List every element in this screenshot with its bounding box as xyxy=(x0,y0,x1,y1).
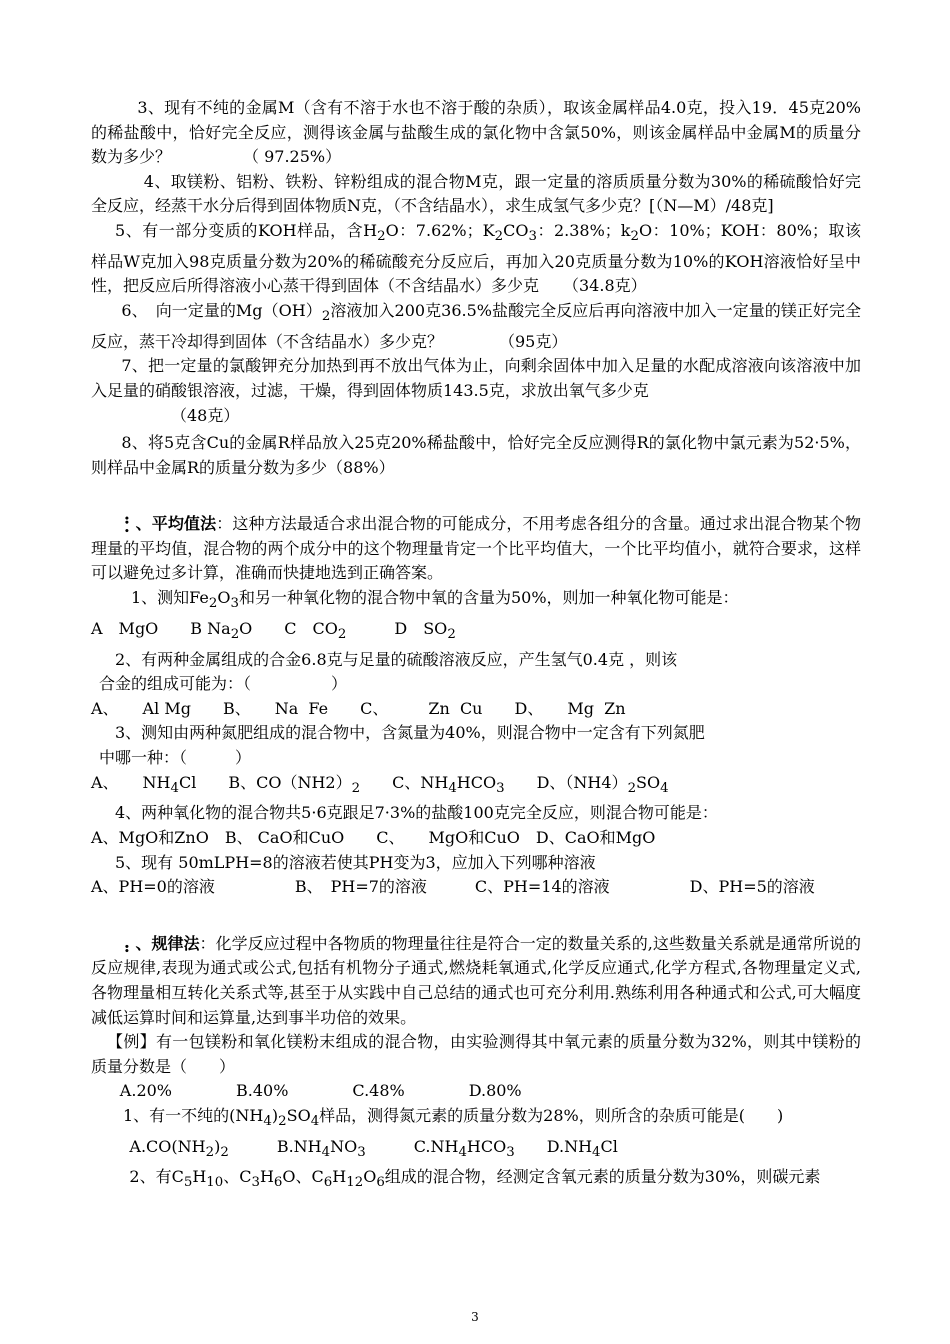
subscript-text: 2 xyxy=(321,309,331,325)
rule-example xyxy=(91,1030,861,1079)
problem-5 xyxy=(91,219,861,299)
text-run: Cl B、CO（NH2） xyxy=(179,772,352,792)
text-run: HCO xyxy=(466,1136,507,1156)
text-run: 8、将5克含Cu的金属R样品放入25克20%稀盐酸中，恰好完全反应测得R的氯化物中氯元素为52·5%，则样品中金属R的质量分数为多少（88%） xyxy=(91,433,861,477)
problem-7 xyxy=(91,354,861,403)
text-run: A.CO(NH xyxy=(129,1136,206,1156)
rule-question-2 xyxy=(91,1165,861,1196)
subscript-text: 4 xyxy=(310,1114,320,1130)
subscript-text: 3 xyxy=(496,780,505,796)
subscript-text: 2 xyxy=(278,1114,287,1130)
subscript-text: 12 xyxy=(346,1175,364,1191)
text-run: 5、现有 50mLPH=8的溶液若使其PH变为3，应加入下列哪种溶液 xyxy=(115,852,596,872)
text-run: B.NH xyxy=(228,1136,322,1156)
text-run: C.NH xyxy=(365,1136,459,1156)
text-run: O C CO xyxy=(239,618,338,638)
subscript-text: 4 xyxy=(170,780,179,796)
problem-7-answer xyxy=(91,404,861,429)
text-run: 7、把一定量的氯酸钾充分加热到再不放出气体为止，向剩余固体中加入足量的水配成溶液向该溶液中加入足量的硝酸银溶液，过滤，干燥，得到固体物质143.5克，求放出氧气多少克 xyxy=(91,356,861,400)
text-run: HCO xyxy=(456,772,497,792)
text-run: C、NH xyxy=(360,772,449,792)
text-run: A MgO B Na xyxy=(91,618,231,638)
avg-question-5 xyxy=(91,851,861,876)
subscript-text: 6 xyxy=(376,1175,385,1191)
text-run: 4、取镁粉、铝粉、铁粉、锌粉组成的混合物M克，跟一定量的溶质质量分数为30%的稀硫酸恰好完全反应，经蒸干水分后得到固体物质N克，（不含结晶水），求生成氢气多少克？[（N—M）/48克] xyxy=(91,171,861,216)
text-run: D.NH xyxy=(514,1136,593,1156)
avg-question-3 xyxy=(91,721,861,746)
text-run: 2、有两种金属组成的合金6.8克与足量的硫酸溶液反应，产生氢气0.4克 ，则该 xyxy=(115,649,678,669)
avg-question-1-options xyxy=(91,617,861,648)
avg-question-3-options xyxy=(91,771,861,802)
text-run: CO xyxy=(503,220,529,240)
text-run: A、MgO和ZnO B、 CaO和CuO C、 MgO和CuO D、CaO和MgO xyxy=(91,827,656,847)
text-run: ：化学反应过程中各物质的物理量往往是符合一定的数量关系的,这些数量关系就是通常所说的反应规律,表现为通式或公式,包括有机物分子通式,燃烧耗氧通式,化学反应通式,化学方程式,各物理量定义式,各物理量相互转化关系式等,甚至于从实践中自己总结的通式也可充分利用.熟练利用各种通式和公式,可大幅度减低运算时间和运算量,达到事半功倍的效果。 xyxy=(91,933,861,1027)
avg-question-1 xyxy=(91,586,861,617)
text-run: （48克） xyxy=(171,405,240,425)
text-run: O：7.62%；K xyxy=(385,220,495,240)
text-run: 【例】有一包镁粉和氧化镁粉末组成的混合物，由实验测得其中氧元素的质量分数为32%，则其中镁粉的质量分数是（ ） xyxy=(91,1032,861,1076)
subscript-text: 2 xyxy=(337,627,347,643)
text-run: 3、测知由两种氮肥组成的混合物中，含氮量为40%，则混合物中一定含有下列氮肥 xyxy=(115,723,705,743)
subscript-text: 6 xyxy=(323,1175,333,1191)
subscript-text: 3 xyxy=(357,1144,366,1160)
text-run: 中哪一种：（ ） xyxy=(99,748,252,767)
rule-question-1 xyxy=(91,1104,861,1135)
text-run: D、（NH4） xyxy=(504,772,628,792)
text-run: H xyxy=(259,1167,274,1187)
section-title: ⡄、规律法 xyxy=(123,933,200,953)
subscript-text: 2 xyxy=(630,229,639,245)
text-run: D SO xyxy=(346,618,448,638)
subscript-text: 2 xyxy=(447,627,456,643)
text-run: 、C xyxy=(223,1167,252,1187)
subscript-text: 3 xyxy=(251,1175,260,1191)
text-run: 5、有一部分变质的KOH样品，含H xyxy=(115,220,378,240)
problem-4 xyxy=(91,170,861,219)
page-number: 3 xyxy=(471,1310,479,1324)
rule-question-1-options xyxy=(91,1135,861,1166)
text-run: A、PH=0的溶液 B、 PH=7的溶液 C、PH=14的溶液 D、PH=5的溶液 xyxy=(91,877,815,897)
text-run: O xyxy=(363,1167,377,1187)
subscript-text: 10 xyxy=(206,1175,224,1191)
text-run: SO xyxy=(636,772,661,792)
text-run: SO xyxy=(286,1105,311,1125)
text-run: ) xyxy=(214,1136,221,1156)
subscript-text: 2 xyxy=(377,229,386,245)
text-run: O、C xyxy=(282,1167,324,1187)
avg-question-2-options xyxy=(91,697,861,722)
rule-example-options xyxy=(91,1079,861,1104)
section-title: ⡃、平均值法 xyxy=(123,514,217,534)
text-run: 3、现有不纯的金属M（含有不溶于水也不溶于酸的杂质），取该金属样品4.0克，投入19．45克20%的稀盐酸中，恰好完全反应，测得该金属与盐酸生成的氯化物中含氯50%，则该金属样品中金属M的质量分数为多少？ （ 97.25%） xyxy=(91,98,861,167)
subscript-text: 4 xyxy=(321,1144,331,1160)
subscript-text: 4 xyxy=(660,780,669,796)
problem-8 xyxy=(91,431,861,480)
subscript-text: 3 xyxy=(230,596,239,612)
text-run: ：2.38%；k xyxy=(536,220,631,240)
text-run: 合金的组成可能为：（ ） xyxy=(99,674,348,694)
text-run: A.20% B.40% C.48% D.80% xyxy=(119,1081,522,1101)
text-run: 溶液加入200克36.5%盐酸完全反应后再向溶液中加入一定量的镁正好完全反应，蒸干冷却得到固体（不含结晶水）多少克？ （95克） xyxy=(91,300,861,351)
subscript-text: 2 xyxy=(494,229,504,245)
subscript-text: 2 xyxy=(230,627,240,643)
subscript-text: 3 xyxy=(528,229,537,245)
subscript-text: 2 xyxy=(627,780,637,796)
subscript-text: 4 xyxy=(263,1114,272,1130)
text-run: 组成的混合物，经测定含氧元素的质量分数为30%，则碳元素 xyxy=(384,1167,821,1187)
text-run: ) xyxy=(271,1105,279,1125)
text-run: H xyxy=(192,1167,207,1187)
avg-question-4-options xyxy=(91,826,861,851)
subscript-text: 2 xyxy=(351,780,361,796)
text-run: A、 NH xyxy=(91,772,171,792)
subscript-text: 3 xyxy=(506,1144,515,1160)
text-run: 1、有一不纯的(NH xyxy=(123,1105,264,1125)
text-run: ：这种方法最适合求出混合物的可能成分，不用考虑各组分的含量。通过求出混合物某个物理量的平均值，混合物的两个成分中的这个物理量肯定一个比平均值大，一个比平均值小，就符合要求，这样可以避免过多计算，准确而快捷地选到正确答案。 xyxy=(91,514,861,583)
section-average-method xyxy=(91,512,861,586)
text-run: 1、测知Fe xyxy=(131,588,209,608)
avg-question-2-cont xyxy=(91,672,861,697)
section-rule-method xyxy=(91,932,861,1030)
text-run: O：10%；KOH：80%；取该样品W克加入98克质量分数为20%的稀硫酸充分反应后，再加入20克质量分数为10%的KOH溶液恰好呈中性，把反应后所得溶液小心蒸干得到固体（不含结晶水）多少克 （34.8克） xyxy=(91,220,862,296)
subscript-text: 4 xyxy=(458,1144,467,1160)
problem-3 xyxy=(91,96,861,170)
subscript-text: 5 xyxy=(183,1175,193,1191)
text-run: NO xyxy=(330,1136,358,1156)
avg-question-5-options xyxy=(91,875,861,900)
problem-6 xyxy=(91,299,861,354)
text-run: A、 Al Mg B、 Na Fe C、 Zn Cu D、 Mg Zn xyxy=(91,698,626,718)
subscript-text: 2 xyxy=(220,1144,229,1160)
avg-question-4 xyxy=(91,801,861,826)
text-run: 4、两种氧化物的混合物共5·6克跟足7·3%的盐酸100克完全反应，则混合物可能是： xyxy=(115,803,718,823)
subscript-text: 2 xyxy=(208,596,218,612)
subscript-text: 6 xyxy=(273,1175,283,1191)
text-run: O xyxy=(217,588,231,608)
text-run: 2、有C xyxy=(129,1167,184,1187)
avg-question-2 xyxy=(91,648,861,673)
avg-question-3-cont xyxy=(91,746,861,771)
document-page xyxy=(91,96,861,1196)
text-run: 和另一种氧化物的混合物中氧的含量为50%，则加一种氧化物可能是： xyxy=(238,588,739,608)
text-run: 样品，测得氮元素的质量分数为28%，则所含的杂质可能是( ) xyxy=(319,1105,784,1125)
subscript-text: 4 xyxy=(448,780,457,796)
text-run: Cl xyxy=(600,1136,618,1156)
text-run: H xyxy=(332,1167,347,1187)
subscript-text: 2 xyxy=(205,1144,215,1160)
text-run: 6、 向一定量的Mg（OH） xyxy=(121,300,322,320)
subscript-text: 4 xyxy=(592,1144,601,1160)
